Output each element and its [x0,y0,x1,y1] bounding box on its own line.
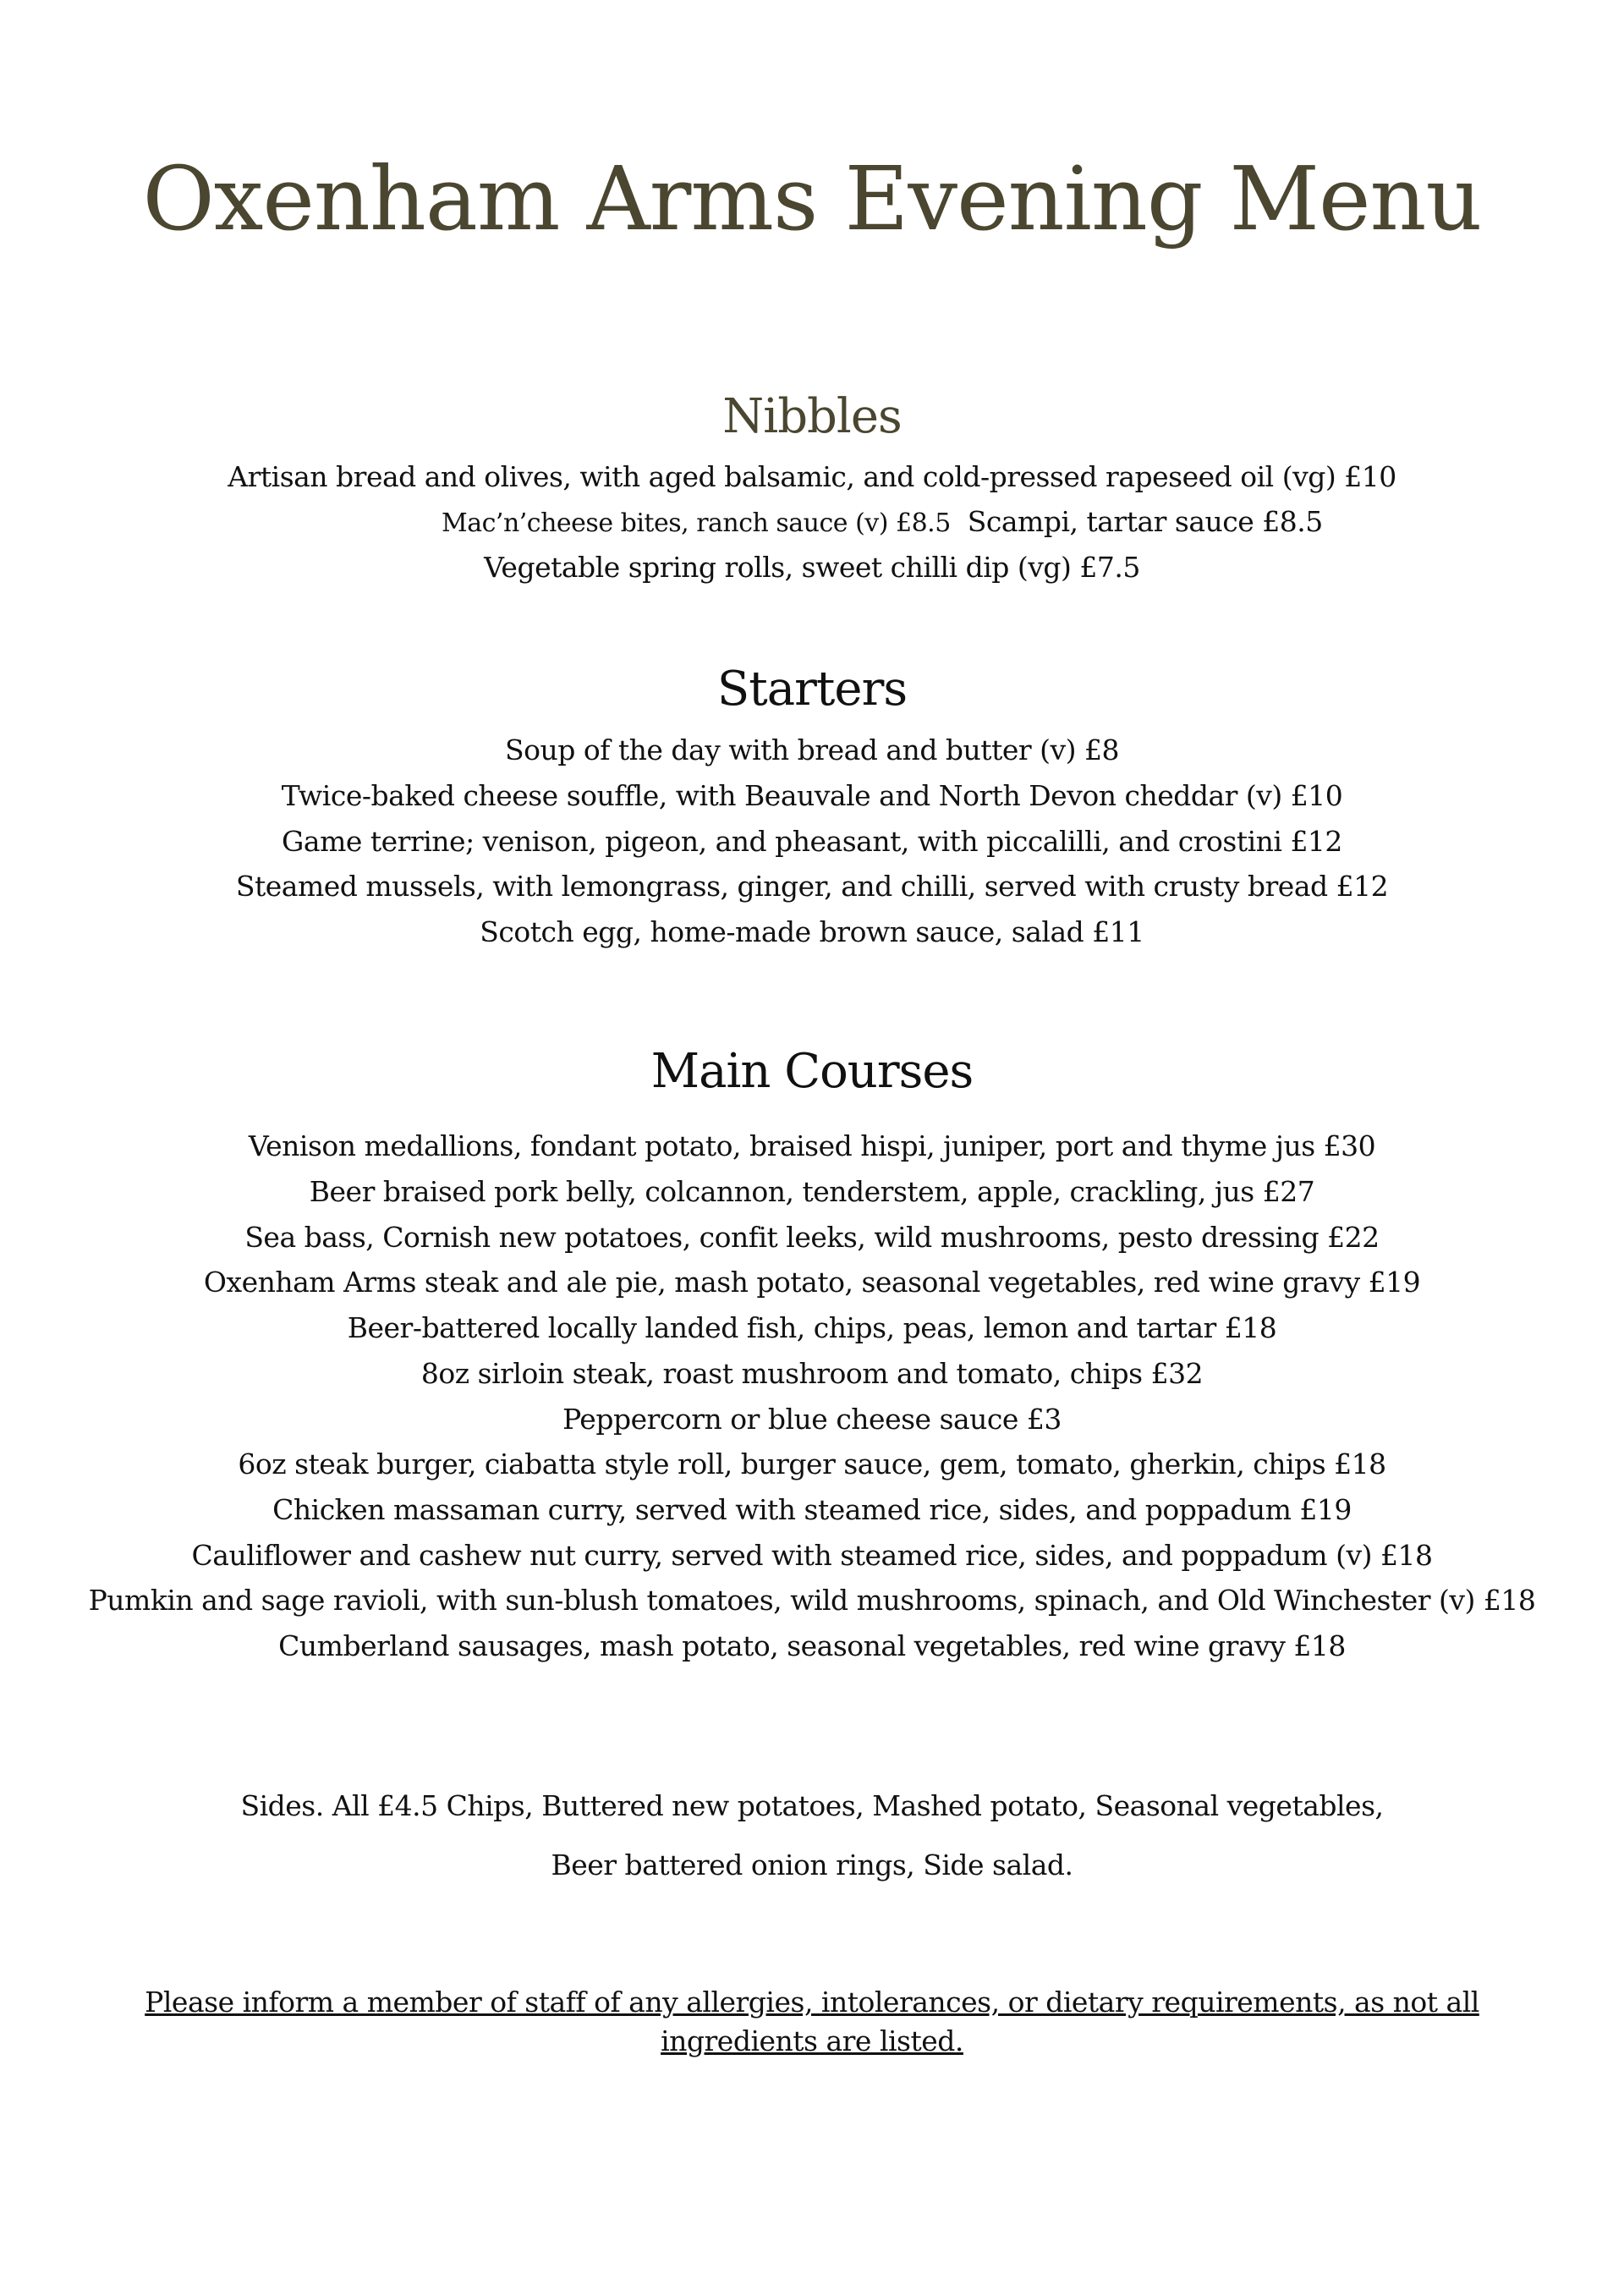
nibbles-item: Vegetable spring rolls, sweet chilli dip (vg) £7.5 [484,551,1140,584]
main-course-item: Beer braised pork belly, colcannon, tenderstem, apple, crackling, jus £27 [309,1175,1315,1208]
starters-item: Steamed mussels, with lemongrass, ginger, and chilli, served with crusty bread £12 [235,870,1389,903]
main-course-item: Venison medallions, fondant potato, braised hispi, juniper, port and thyme jus £30 [248,1129,1376,1162]
main-course-item: Beer-battered locally landed fish, chips, peas, lemon and tartar £18 [347,1311,1277,1344]
nibbles-item [442,503,1323,543]
nibbles-item: Artisan bread and olives, with aged balsamic, and cold-pressed rapeseed oil (vg) £10 [228,460,1396,493]
main-course-item: Cumberland sausages, mash potato, seasonal vegetables, red wine gravy £18 [278,1629,1346,1662]
sides-line: Sides. All £4.5 Chips, Buttered new potatoes, Mashed potato, Seasonal vegetables, [240,1789,1384,1822]
main-course-item: Sea bass, Cornish new potatoes, confit leeks, wild mushrooms, pesto dressing £22 [244,1221,1380,1254]
sides-line: Beer battered onion rings, Side salad. [551,1848,1073,1881]
menu-title: Oxenham Arms Evening Menu [142,147,1482,250]
main-course-item: Pumkin and sage ravioli, with sun-blush tomatoes, wild mushrooms, spinach, and Old Winchester (v) £18 [88,1584,1536,1617]
main-course-item: Cauliflower and cashew nut curry, served with steamed rice, sides, and poppadum (v) £18 [191,1539,1433,1572]
main-course-item: Peppercorn or blue cheese sauce £3 [562,1403,1062,1436]
main-courses-heading: Main Courses [650,1044,974,1099]
main-course-item: 8oz sirloin steak, roast mushroom and tomato, chips £32 [420,1357,1204,1390]
nibbles-heading: Nibbles [722,389,902,444]
main-course-item: Oxenham Arms steak and ale pie, mash potato, seasonal vegetables, red wine gravy £19 [203,1266,1421,1299]
nibbles-item-macncheese: Mac’n’cheese bites, ranch sauce (v) £8.5 [442,508,951,538]
nibbles-item-scampi: Scampi, tartar sauce £8.5 [967,505,1323,538]
main-course-item: Chicken massaman curry, served with steamed rice, sides, and poppadum £19 [272,1493,1352,1526]
starters-item: Soup of the day with bread and butter (v) £8 [504,733,1119,766]
starters-item: Game terrine; venison, pigeon, and pheasant, with piccalilli, and crostini £12 [282,825,1342,858]
starters-item: Twice-baked cheese souffle, with Beauvale and North Devon cheddar (v) £10 [281,779,1343,812]
starters-heading: Starters [716,662,908,717]
main-course-item: 6oz steak burger, ciabatta style roll, burger sauce, gem, tomato, gherkin, chips £18 [238,1447,1386,1480]
allergy-notice: Please inform a member of staff of any allergies, intolerances, or dietary requirements, as not all ingredients are listed. [145,1986,1479,2057]
starters-item: Scotch egg, home-made brown sauce, salad £11 [480,915,1144,948]
